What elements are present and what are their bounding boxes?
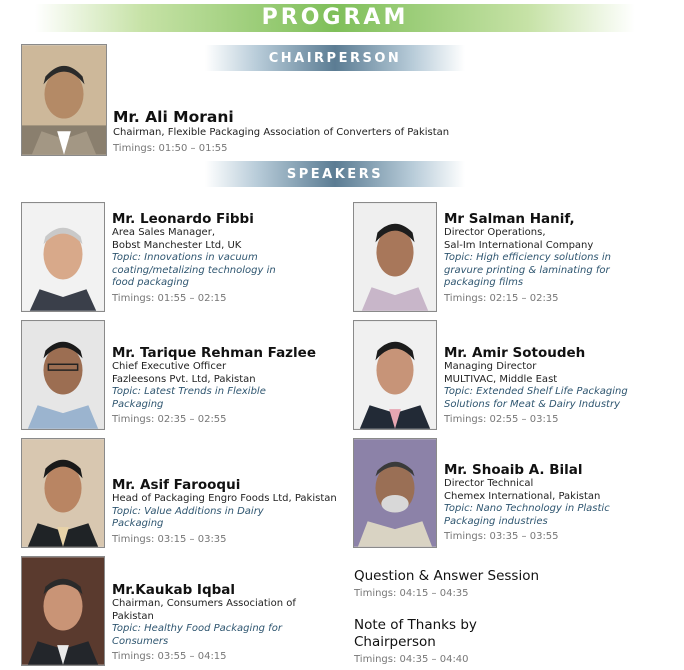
- speaker-name: Mr Salman Hanif,: [444, 211, 575, 227]
- speaker-topic: Topic: Latest Trends in Flexible: [112, 386, 266, 397]
- speakers-heading: SPEAKERS: [286, 167, 384, 182]
- speaker-timing: Timings: 02:55 – 03:15: [444, 414, 559, 425]
- speaker-topic: Topic: Extended Shelf Life Packaging: [444, 386, 628, 397]
- speaker-title: Chairman, Consumers Association of: [112, 598, 296, 609]
- speaker-timing: Timings: 03:55 – 04:15: [112, 651, 227, 662]
- speaker-photo: [353, 438, 437, 548]
- speaker-topic: Packaging: [112, 398, 164, 410]
- portrait-icon: [22, 557, 104, 665]
- speaker-topic: Topic: Nano Technology in Plastic: [444, 503, 610, 514]
- speaker-photo: [353, 320, 437, 430]
- thanks-timing: Timings: 04:35 – 04:40: [354, 654, 469, 665]
- portrait-icon: [354, 439, 436, 547]
- speaker-photo: [21, 556, 105, 666]
- speaker-info: [112, 477, 340, 546]
- speaker-title: Managing Director: [444, 361, 537, 372]
- speaker-info: [444, 345, 680, 426]
- thanks-title-line2: Chairperson: [354, 634, 436, 650]
- qa-session: [354, 568, 674, 600]
- speaker-company: Sal-Im International Company: [444, 239, 594, 251]
- speaker-topic: Topic: High efficiency solutions in: [444, 252, 611, 263]
- chair-title: Chairman, Flexible Packaging Association of Converters of Pakistan: [113, 127, 450, 138]
- chairperson-heading: CHAIRPERSON: [268, 51, 402, 66]
- speaker-info: [444, 462, 680, 543]
- speaker-topic: Solutions for Meat & Dairy Industry: [444, 398, 620, 410]
- speaker-title: Chief Executive Officer: [112, 361, 227, 372]
- portrait-icon: [354, 321, 436, 429]
- speaker-name: Mr. Asif Farooqui: [112, 477, 241, 493]
- chair-name: Mr. Ali Morani: [113, 108, 234, 126]
- speaker-name: Mr. Leonardo Fibbi: [112, 211, 254, 227]
- speaker-company: Chemex International, Pakistan: [444, 490, 601, 502]
- speaker-title: Director Operations,: [444, 227, 546, 238]
- thanks-title-line1: Note of Thanks by: [354, 617, 477, 633]
- speaker-title: Director Technical: [444, 478, 534, 489]
- speaker-info: [112, 211, 340, 305]
- qa-timing: Timings: 04:15 – 04:35: [354, 588, 469, 599]
- speaker-info: [112, 582, 340, 663]
- speaker-company: Bobst Manchester Ltd, UK: [112, 239, 242, 251]
- speaker-timing: Timings: 02:15 – 02:35: [444, 292, 559, 304]
- speaker-company: MULTIVAC, Middle East: [444, 373, 558, 385]
- speaker-topic: coating/metalizing technology in: [112, 264, 276, 276]
- speaker-photo: [21, 202, 105, 312]
- speaker-photo: [353, 202, 437, 312]
- speaker-name: Mr. Tarique Rehman Fazlee: [112, 345, 316, 361]
- portrait-icon: [22, 439, 104, 547]
- program-title: PROGRAM: [261, 5, 409, 30]
- chair-timing: Timings: 01:50 – 01:55: [113, 142, 228, 154]
- speaker-topic: food packaging: [112, 277, 189, 288]
- speaker-title: Head of Packaging Engro Foods Ltd, Pakistan: [112, 493, 337, 504]
- chair-info: [113, 107, 449, 155]
- speaker-timing: Timings: 01:55 – 02:15: [112, 292, 227, 304]
- note-of-thanks: [354, 617, 674, 666]
- qa-title: Question & Answer Session: [354, 568, 540, 584]
- speaker-topic: Packaging: [112, 518, 164, 529]
- speaker-name: Mr.Kaukab Iqbal: [112, 582, 236, 598]
- speaker-topic: Consumers: [112, 635, 169, 647]
- portrait-icon: [354, 203, 436, 311]
- speaker-photo: [21, 320, 105, 430]
- speaker-info: [112, 345, 340, 426]
- portrait-icon: [22, 203, 104, 311]
- speaker-topic: packaging films: [444, 277, 524, 288]
- speakers-section-bar: [205, 161, 465, 187]
- speaker-company: Pakistan: [112, 610, 154, 622]
- speaker-info: [444, 211, 680, 305]
- speaker-topic: Topic: Value Additions in Dairy: [112, 505, 264, 517]
- speaker-timing: Timings: 03:35 – 03:55: [444, 531, 559, 542]
- speaker-name: Mr. Amir Sotoudeh: [444, 345, 586, 361]
- speaker-topic: Topic: Innovations in vacuum: [112, 252, 258, 263]
- speaker-name: Mr. Shoaib A. Bilal: [444, 462, 583, 478]
- portrait-icon: [22, 321, 104, 429]
- speaker-title: Area Sales Manager,: [112, 227, 215, 238]
- chair-photo: [21, 44, 107, 156]
- speaker-company: Fazleesons Pvt. Ltd, Pakistan: [112, 373, 256, 385]
- speaker-topic: Topic: Healthy Food Packaging for: [112, 623, 282, 634]
- speaker-topic: gravure printing & laminating for: [444, 264, 610, 276]
- program-banner: [35, 4, 635, 32]
- chairperson-section-bar: [205, 45, 465, 71]
- speaker-topic: Packaging industries: [444, 515, 548, 527]
- speaker-timing: Timings: 03:15 – 03:35: [112, 533, 227, 545]
- speaker-photo: [21, 438, 105, 548]
- portrait-icon: [22, 45, 106, 155]
- speaker-timing: Timings: 02:35 – 02:55: [112, 414, 227, 425]
